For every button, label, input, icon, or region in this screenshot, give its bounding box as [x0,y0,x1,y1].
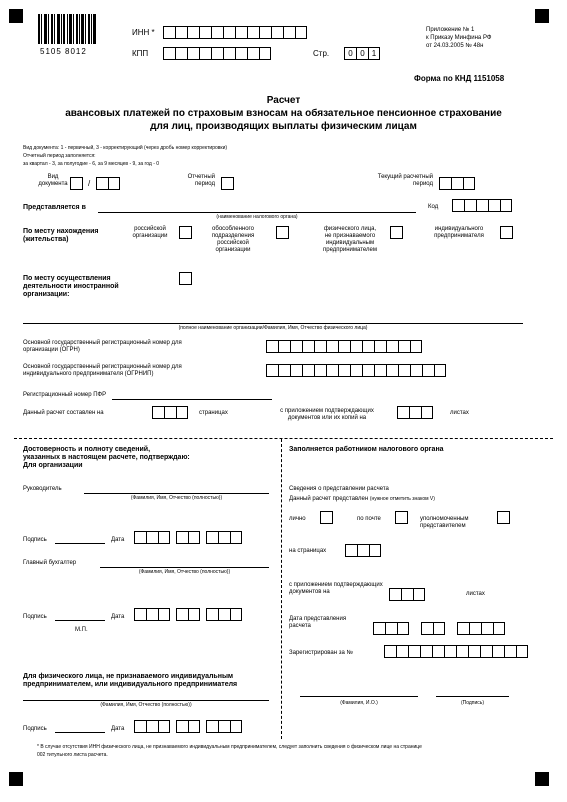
officer-signature-line[interactable] [436,696,509,697]
date-presented-label-1: Дата представления [289,616,347,622]
chief-accountant-line[interactable] [100,567,269,568]
right-attachments-label-1: с приложением подтверждающих [289,582,383,588]
pfr-line[interactable] [112,399,272,400]
individual-label-1: Для физического лица, не признаваемого индивидуальным [23,673,234,680]
signature-label-3: Подпись [23,726,47,732]
foreign-org-label-1: По месту осуществления [23,275,111,282]
head-fio-caption: (Фамилия, Имя, Отчество (полностью)) [130,495,223,501]
officer-signature-caption: (Подпись) [460,700,485,706]
footnote-line-1: * В случае отсутствия ИНН физического лица, не признаваемого индивидуальным предпринимателем, следует заполнить сведения о физическом лице на странице [37,744,422,750]
footnote-line-2: 002 титульного листа расчета. [37,752,108,758]
current-period-field[interactable] [439,177,475,190]
report-period-label-2: период [195,181,215,187]
attachments-label [262,408,392,422]
pages-field[interactable] [152,406,188,419]
chief-accountant-label: Главный бухгалтер [23,560,77,566]
authorized-label [420,516,468,530]
ogrn-label [23,340,182,354]
corner-marker-top-right [535,9,549,23]
period-note-2: за квартал - 3, за полугодие - 6, за 9 месяцев - 9, за год - 0 [23,161,160,167]
appendix-line-2: к Приказу Минфина РФ [426,35,492,41]
option-entrepreneur-1: индивидуального [434,226,484,232]
page-label: Стр. [313,49,330,58]
option-branch-4: организации [215,247,251,253]
org-name-caption: (полное наименование организации/Фамилия, Имя, Отчество физического лица) [178,325,368,331]
attachments-field[interactable] [397,406,433,419]
signature-label-1: Подпись [23,537,47,543]
on-pages-label: на страницах [289,548,327,554]
column-divider [281,439,282,739]
individual-fio-caption: (Фамилия, Имя, Отчество (полностью)) [100,702,192,708]
foreign-org-label [23,275,119,299]
option-branch-2: подразделения [211,233,255,239]
option-russian-org-box[interactable] [179,226,192,239]
correction-number-field[interactable] [96,177,120,190]
ogrn-label-1: Основной государственный регистрационный номер для [23,340,182,346]
corner-marker-bottom-right [535,772,549,786]
date-presented-label-2: расчета [289,623,311,629]
report-period-box[interactable] [221,177,234,190]
signature-label-2: Подпись [23,614,47,620]
appendix-line-1: Приложение № 1 [426,27,475,33]
date-field-3[interactable] [134,720,242,733]
on-pages-field[interactable] [345,544,381,557]
org-name-line[interactable] [23,323,523,324]
date-field-1[interactable] [134,531,242,544]
option-branch [197,226,269,254]
date-label-2: Дата [111,614,125,620]
barcode [38,14,98,50]
foreign-org-label-2: деятельности иностранной [23,283,119,290]
current-period-label-1: Текущий расчетный [377,174,433,180]
doc-type-label-2: документа [38,181,68,187]
option-branch-1: обособленного [212,226,254,232]
for-org-label: Для организации [23,462,83,469]
option-russian-org-1: российской [134,226,166,232]
chief-accountant-caption: (Фамилия, Имя, Отчество (полностью)) [138,569,231,575]
page-digit: 1 [368,47,380,60]
signature-line-1[interactable] [55,543,105,544]
option-individual-4: предпринимателем [322,247,377,253]
date-presented-field[interactable] [373,622,505,635]
option-entrepreneur [424,226,494,240]
individual-label-2: предпринимателем, или индивидуального предпринимателя [23,681,238,688]
by-mail-box[interactable] [395,511,408,524]
authority-caption: (наименование налогового органа) [216,214,298,220]
kpp-label: КПП [132,49,149,58]
location-label-1: По месту нахождения [23,228,99,235]
doc-type-note: Вид документа: 1 - первичный, 3 - корректирующий (через дробь номер корректировки) [23,145,228,151]
stamp-label: М.П. [75,627,88,633]
option-russian-org-2: организации [132,233,168,239]
presented-to-label: Представляется в [23,204,86,211]
corner-marker-bottom-left [9,772,23,786]
date-presented-label [289,616,346,630]
registration-number-field[interactable] [384,645,528,658]
title-line-3: для лиц, производящих выплаты физическим лицам [150,121,417,132]
appendix-line-3: от 24.03.2005 № 48н [426,43,484,49]
option-individual-2: не признаваемого [324,233,376,239]
date-label-3: Дата [111,726,125,732]
in-person-box[interactable] [320,511,333,524]
attachments-sheets: листах [450,410,469,416]
period-note-1: Отчетный период заполняется: [23,153,96,159]
confirm-label [23,446,190,470]
title-line-2: авансовых платежей по страховым взносам на обязательное пенсионное страхование [65,108,502,119]
doc-type-box[interactable] [70,177,83,190]
corner-marker-top-left [9,9,23,23]
option-individual [314,226,386,254]
presented-note: (нужное отметить знаком V) [369,496,435,502]
attachments-label-1: с приложением подтверждающих [280,408,374,414]
pfr-label: Регистрационный номер ПФР [23,392,107,398]
date-field-2[interactable] [134,608,242,621]
attachments-label-2: документов или их копий на [287,415,367,421]
right-attachments-label [289,582,383,596]
report-period-label-1: Отчетный [187,174,215,180]
doc-type-label [38,174,68,188]
option-individual-box[interactable] [390,226,403,239]
foreign-org-label-3: организации: [23,291,70,298]
head-label: Руководитель [23,486,62,492]
right-attachments-field[interactable] [389,588,425,601]
tax-officer-header: Заполняется работником налогового органа [289,446,444,453]
option-entrepreneur-box[interactable] [500,226,513,239]
page-number-field[interactable] [344,47,380,60]
presented-label-text: Данный расчет представлен [289,496,369,502]
officer-name-line[interactable] [300,696,418,697]
form-code: Форма по КНД 1151058 [414,74,505,83]
authority-code-field[interactable] [452,199,512,212]
pages-unit: страницах [199,410,228,416]
option-entrepreneur-2: предпринимателя [434,233,484,239]
option-branch-box[interactable] [276,226,289,239]
in-person-label: лично [289,516,306,522]
page-digit: 0 [356,47,368,60]
title-line-1: Расчет [266,95,301,106]
authority-line[interactable] [98,212,416,213]
option-branch-3: российской [217,240,249,246]
ogrnip-label-2: индивидуального предпринимателя (ОГРНИП) [23,371,154,377]
confirm-label-2: указанных в настоящем расчете, подтверждаю: [23,454,190,461]
date-label-1: Дата [111,537,125,543]
authorized-box[interactable] [497,511,510,524]
confirm-label-1: Достоверность и полноту сведений, [23,446,151,453]
option-individual-3: индивидуальным [325,240,375,246]
kpp-field[interactable] [163,47,271,60]
current-period-label-2: период [413,181,433,187]
individual-name-line[interactable] [23,700,269,701]
location-label [23,228,99,244]
officer-fio-caption: (Фамилия, И.О.) [340,700,378,706]
authorized-label-1: уполномоченным [420,516,469,522]
submission-info-label: Сведения о представлении расчета [289,486,389,492]
doc-type-slash: / [88,179,91,188]
registered-label: Зарегистрирован за № [289,650,353,656]
signature-line-3[interactable] [55,732,105,733]
current-period-label [350,174,433,188]
head-name-line[interactable] [84,493,269,494]
ogrn-label-2: организации (ОГРН) [23,347,80,353]
ogrn-field[interactable] [266,340,422,353]
report-period-label [170,174,215,188]
page-digit: 0 [344,47,356,60]
option-russian-org [125,226,175,240]
signature-line-2[interactable] [55,620,105,621]
foreign-org-box[interactable] [179,272,192,285]
option-individual-1: физического лица, [323,226,377,232]
section-divider [14,438,553,439]
location-label-2: (жительства) [23,236,69,243]
presented-label [289,496,435,503]
right-attachments-sheets: листах [466,591,485,597]
doc-type-label-1: Вид [47,174,59,180]
ogrnip-label-1: Основной государственный регистрационный номер для [23,364,182,370]
ogrnip-label [23,364,182,378]
ogrnip-field[interactable] [266,364,446,377]
right-attachments-label-2: документов на [289,589,330,595]
code-label: Код [428,204,439,210]
individual-label [23,673,237,689]
barcode-number: 5105 8012 [40,47,87,56]
authorized-label-2: представителем [420,523,466,529]
inn-label: ИНН * [132,28,155,37]
inn-field[interactable] [163,26,307,39]
pages-label: Данный расчет составлен на [23,410,104,416]
by-mail-label: по почте [357,516,381,522]
